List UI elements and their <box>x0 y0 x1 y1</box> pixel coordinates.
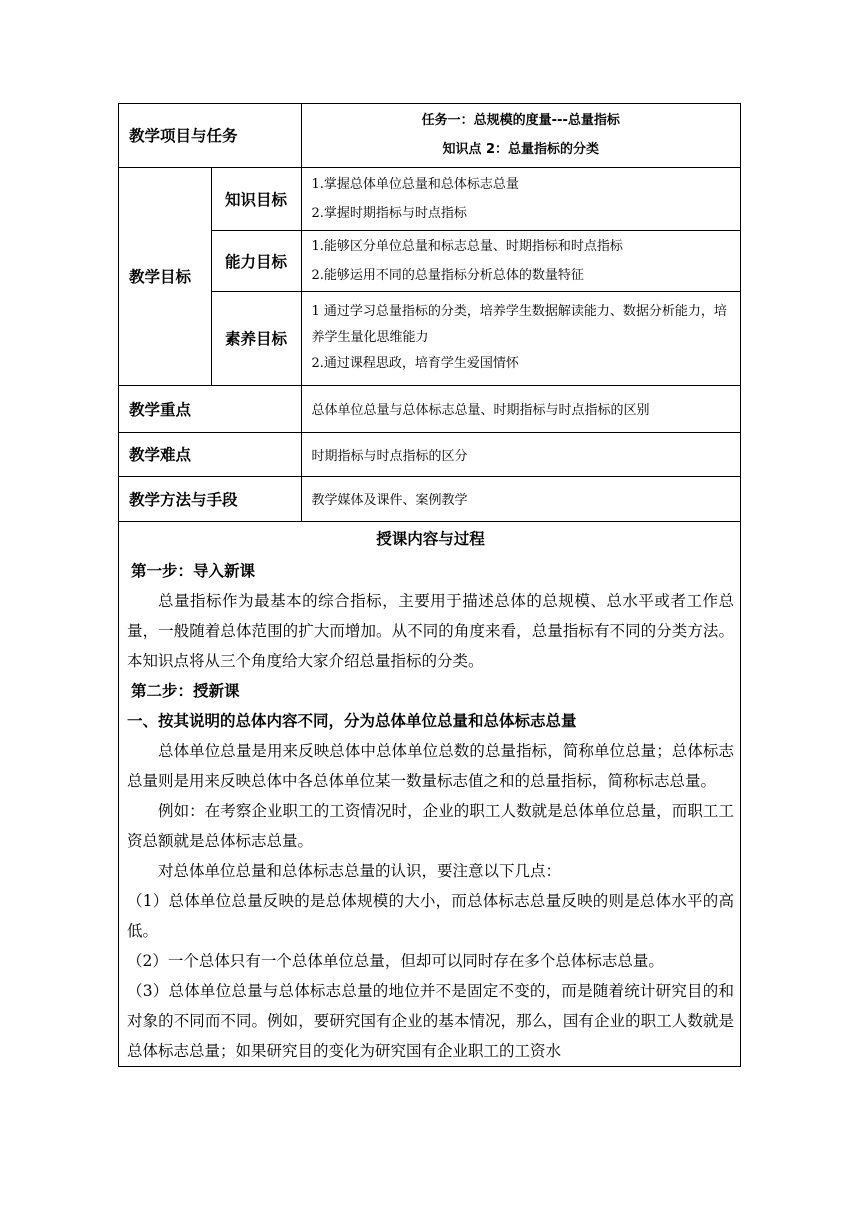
lesson-info-table <box>119 104 740 522</box>
example-paragraph: 例如：在考察企业职工的工资情况时，企业的职工人数就是总体单位总量，而职工工资总额就是总体标志总量。 <box>127 801 734 850</box>
content-title: 授课内容与过程 <box>376 529 485 548</box>
notes-intro-paragraph: 对总体单位总量和总体标志总量的认识，要注意以下几点： <box>158 861 562 880</box>
method-row <box>119 476 740 521</box>
knowledge-point-title: 知识点 2：总量指标的分类 <box>442 142 600 158</box>
difficulty-row <box>119 432 740 476</box>
literacy-goal-item: 2.通过课程思政，培育学生爱国情怀 <box>311 356 519 371</box>
note-item-3: （3）总体单位总量与总体标志总量的地位并不是固定不变的，而是随着统计研究目的和对象的不同而不同。例如，要研究国有企业的基本情况，那么，国有企业的职工人数就是总体标志总量；如果研究目的变化为研究国有企业职工的工资水 <box>127 981 734 1060</box>
lesson-plan-sheet <box>118 103 741 1067</box>
key-point-value: 总体单位总量与总体标志总量、时期指标与时点指标的区别 <box>301 385 740 432</box>
note-item-1: （1）总体单位总量反映的是总体规模的大小，而总体标志总量反映的则是总体水平的高低。 <box>127 891 734 940</box>
note-item-2: （2）一个总体只有一个总体单位总量，但却可以同时存在多个总体标志总量。 <box>127 951 664 970</box>
knowledge-goal-row <box>119 167 740 230</box>
project-task-row <box>119 104 740 167</box>
project-task-label: 教学项目与任务 <box>119 104 301 167</box>
method-value: 教学媒体及课件、案例教学 <box>301 476 740 521</box>
knowledge-goal-item: 1.掌握总体单位总量和总体标志总量 <box>311 176 519 192</box>
literacy-goal-label: 素养目标 <box>211 291 301 385</box>
ability-goal-item: 1.能够区分单位总量和标志总量、时期指标和时点指标 <box>311 238 623 254</box>
ability-goal-item: 2.能够运用不同的总量指标分析总体的数量特征 <box>311 267 584 283</box>
knowledge-goal-label: 知识目标 <box>211 167 301 230</box>
literacy-goal-item: 1 通过学习总量指标的分类，培养学生数据解读能力、数据分析能力，培养学生量化思维能力 <box>311 304 727 345</box>
task-title: 任务一：总规模的度量---总量指标 <box>421 113 620 129</box>
knowledge-goal-items <box>301 167 740 230</box>
literacy-goal-row <box>119 291 740 385</box>
difficulty-label: 教学难点 <box>119 432 301 476</box>
intro-paragraph: 总量指标作为最基本的综合指标，主要用于描述总体的总规模、总水平或者工作总量，一般随着总体范围的扩大而增加。从不同的角度来看，总量指标有不同的分类方法。本知识点将从三个角度给大家介绍总量指标的分类。 <box>127 591 734 670</box>
teaching-goals-label: 教学目标 <box>119 167 211 385</box>
section1-heading: 一、按其说明的总体内容不同，分为总体单位总量和总体标志总量 <box>127 711 577 730</box>
knowledge-goal-item: 2.掌握时期指标与时点指标 <box>311 205 467 221</box>
teaching-content <box>119 522 740 1066</box>
key-point-row <box>119 385 740 432</box>
step1-heading: 第一步：导入新课 <box>131 561 256 580</box>
method-label: 教学方法与手段 <box>119 476 301 521</box>
key-point-label: 教学重点 <box>119 385 301 432</box>
ability-goal-items <box>301 230 740 291</box>
ability-goal-label: 能力目标 <box>211 230 301 291</box>
step2-heading: 第二步：授新课 <box>131 681 240 700</box>
literacy-goal-items <box>301 291 740 385</box>
ability-goal-row <box>119 230 740 291</box>
definition-paragraph: 总体单位总量是用来反映总体中总体单位总数的总量指标，简称单位总量；总体标志总量则是用来反映总体中各总体单位某一数量标志值之和的总量指标，简称标志总量。 <box>127 741 734 790</box>
difficulty-value: 时期指标与时点指标的区分 <box>301 432 740 476</box>
task-cell <box>301 104 740 167</box>
